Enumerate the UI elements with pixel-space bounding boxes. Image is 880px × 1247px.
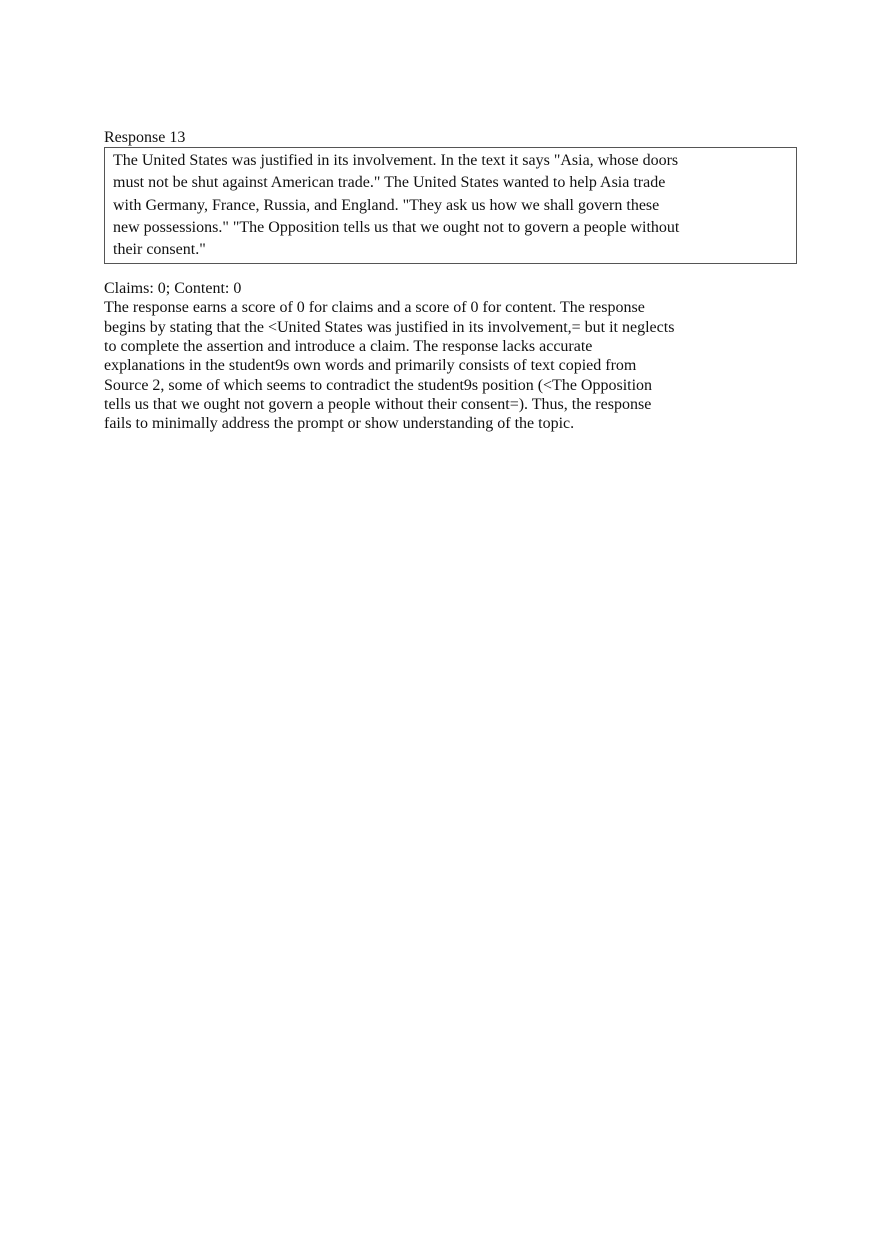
commentary-line: fails to minimally address the prompt or show understanding of the topic. [104,415,575,433]
response-text-line: must not be shut against American trade." The United States wanted to help Asia trade [113,174,666,192]
commentary-line: begins by stating that the <United States was justified in its involvement,= but it neglects [104,318,675,336]
commentary-line: Source 2, some of which seems to contradict the student9s position (<The Opposition [104,376,653,394]
commentary-line: The response earns a score of 0 for claims and a score of 0 for content. The response [104,299,645,317]
commentary-line: tells us that we ought not govern a people without their consent=). Thus, the response [104,395,652,413]
scoring-commentary [104,298,804,433]
commentary-line: explanations in the student9s own words and primarily consists of text copied from [104,357,637,375]
student-response-box [104,147,797,264]
response-text-line: The United States was justified in its involvement. In the text it says "Asia, whose doors [113,152,679,169]
response-text-line: with Germany, France, Russia, and England. "They ask us how we shall govern these [113,196,660,214]
score-line: Claims: 0; Content: 0 [104,280,242,298]
response-title: Response 13 [104,129,186,146]
commentary-line: to complete the assertion and introduce a claim. The response lacks accurate [104,338,593,356]
response-text-line: new possessions." "The Opposition tells us that we ought not to govern a people without [113,218,680,236]
response-text-line: their consent." [113,241,206,259]
document-page [104,128,804,434]
